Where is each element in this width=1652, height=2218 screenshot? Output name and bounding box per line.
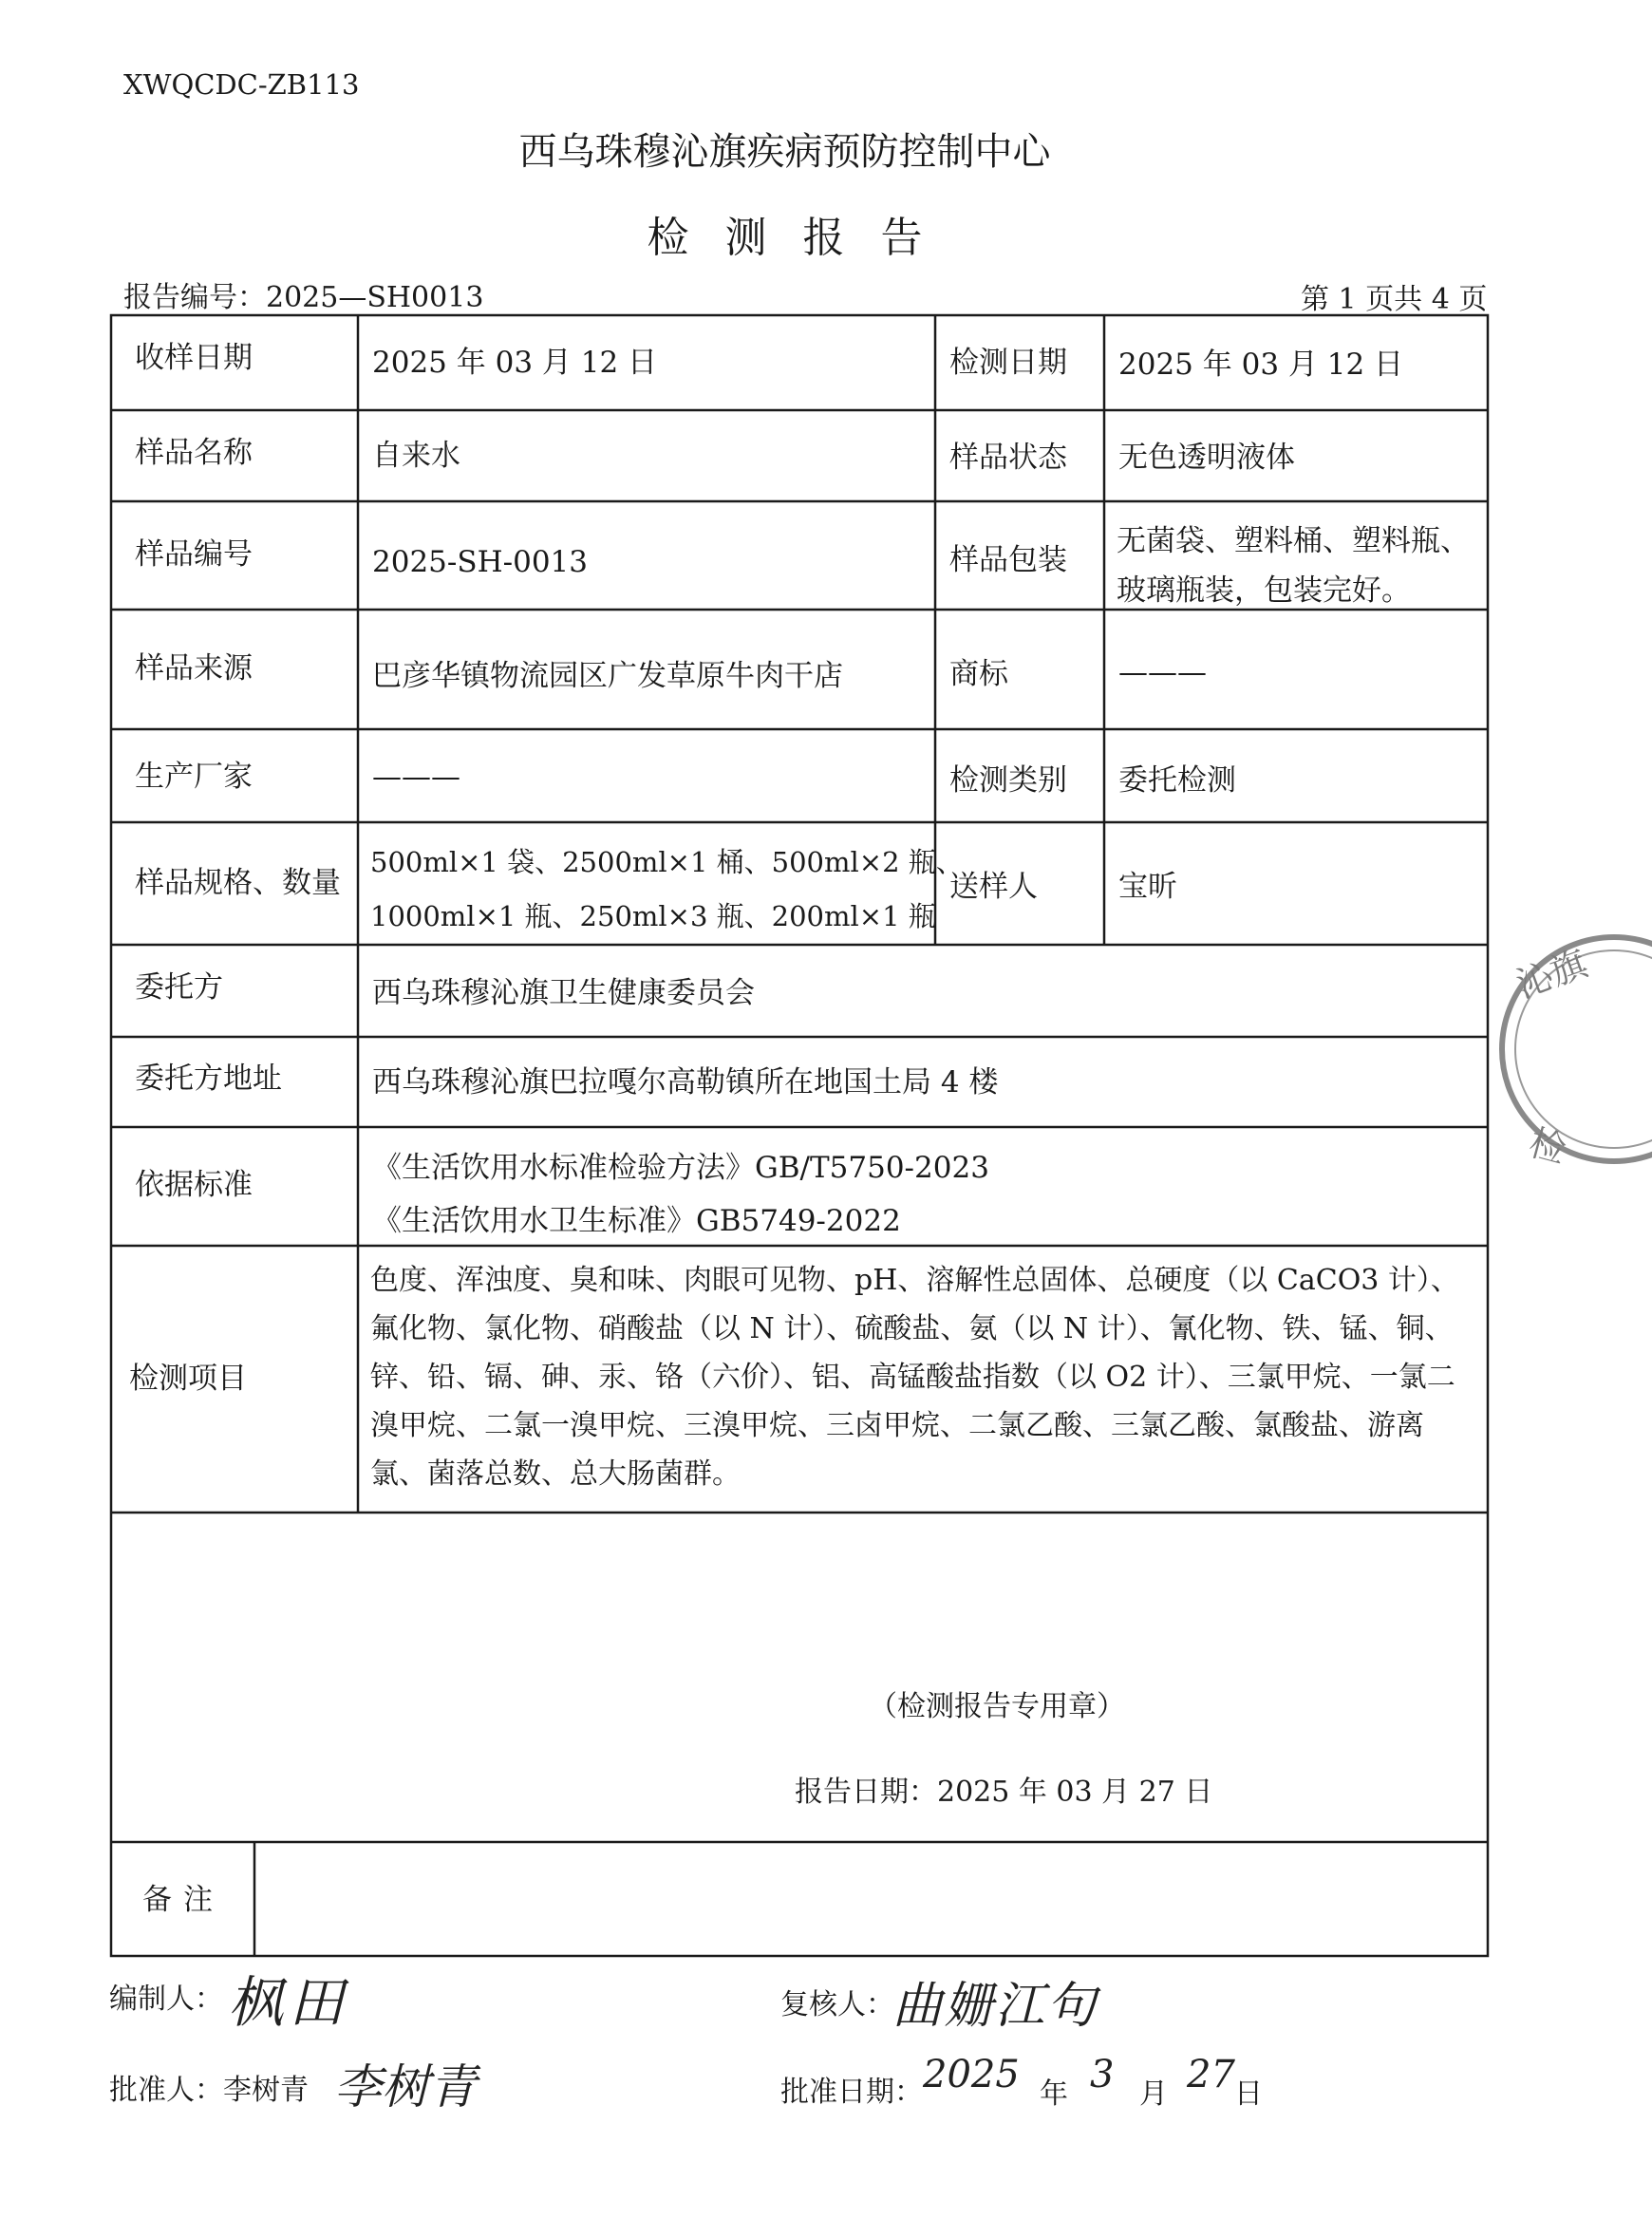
test-items-label: 检测项目 (129, 1362, 247, 1396)
sender-value: 宝昕 (1118, 870, 1177, 904)
sample-source-value: 巴彦华镇物流园区广发草原牛肉干店 (372, 659, 843, 693)
svg-text:检: 检 (1525, 1121, 1571, 1172)
approve-month-char: 月 (1139, 2077, 1168, 2111)
standard-label: 依据标准 (135, 1168, 253, 1202)
trademark-label: 商标 (949, 657, 1008, 691)
compiler-signature: 枫田 (228, 1970, 350, 2035)
standard-line-2: 《生活饮用水卫生标准》GB5749-2022 (372, 1204, 901, 1238)
packaging-label: 样品包装 (949, 543, 1067, 577)
sample-state-label: 样品状态 (949, 441, 1067, 475)
official-seal (1500, 912, 1652, 1196)
manufacturer-label: 生产厂家 (135, 760, 253, 794)
sample-state-value: 无色透明液体 (1118, 441, 1295, 475)
remark-label: 备注 (142, 1883, 224, 1917)
spec-line-1: 500ml×1 袋、2500ml×1 桶、500ml×2 瓶、 (370, 846, 964, 878)
sample-name-value: 自来水 (372, 439, 460, 473)
compiler-label: 编制人： (109, 1983, 223, 2016)
approve-year: 2025 (923, 2053, 1020, 2096)
approve-month: 3 (1090, 2053, 1115, 2096)
manufacturer-value: ——— (372, 760, 460, 794)
organization-name: 西乌珠穆沁旗疾病预防控制中心 (518, 130, 1051, 174)
packaging-line-2: 玻璃瓶装，包装完好。 (1117, 573, 1411, 608)
document-code: XWQCDC-ZB113 (123, 68, 360, 101)
approver-signature: 李树青 (334, 2059, 477, 2115)
reviewer-signature: 曲姗江句 (892, 1978, 1098, 2035)
approve-day: 27 (1187, 2053, 1235, 2096)
client-address-value: 西乌珠穆沁旗巴拉嘎尔高勒镇所在地国土局 4 楼 (372, 1065, 999, 1100)
test-items-value: 色度、浑浊度、臭和味、肉眼可见物、pH、溶解性总固体、总硬度（以 CaCO3 计）、氟化物、氯化物、硝酸盐（以 N 计）、硫酸盐、氨（以 N 计）、氰化物、铁、锰、铜、锌、铅、镉、砷、汞、铬（六价）、铝、高锰酸盐指数（以 O2 计）、三氯甲烷、一氯二溴甲烷、二氯一溴甲烷、三溴甲烷、三卤甲烷、二氯乙酸、三氯乙酸、氯酸盐、游离氯、菌落总数、总大肠菌群。 (370, 1264, 1459, 1491)
stamp-note: （检测报告专用章） (869, 1690, 1125, 1723)
spec-line-2: 1000ml×1 瓶、250ml×3 瓶、200ml×1 瓶 (370, 900, 936, 932)
collect-date-label: 收样日期 (135, 341, 253, 375)
sample-number-label: 样品编号 (135, 537, 253, 572)
report-number-label: 报告编号： (123, 281, 266, 314)
approver-name: 李树青 (223, 2074, 309, 2107)
test-date-label: 检测日期 (949, 346, 1067, 380)
reviewer-label: 复核人： (780, 1988, 894, 2021)
approver-label-text: 批准人： (109, 2074, 223, 2107)
collect-date-value: 2025 年 03 月 12 日 (372, 346, 658, 380)
client-address-label: 委托方地址 (135, 1062, 282, 1096)
sender-label: 送样人 (949, 870, 1038, 904)
standard-line-1: 《生活饮用水标准检验方法》GB/T5750-2023 (372, 1151, 989, 1185)
report-title: 检测报告 (647, 214, 959, 262)
sample-number-value: 2025-SH-0013 (372, 545, 589, 579)
approve-date-label: 批准日期： (780, 2076, 923, 2109)
sample-name-label: 样品名称 (135, 436, 253, 470)
client-label: 委托方 (135, 970, 223, 1005)
sample-source-label: 样品来源 (135, 651, 253, 686)
report-date: 报告日期：2025 年 03 月 27 日 (795, 1776, 1213, 1809)
test-type-value: 委托检测 (1118, 763, 1236, 798)
approve-year-char: 年 (1040, 2077, 1068, 2111)
approver-label (109, 2066, 309, 2108)
trademark-value: ——— (1118, 655, 1207, 689)
test-date-value: 2025 年 03 月 12 日 (1118, 348, 1404, 382)
report-number-value: 2025—SH0013 (266, 281, 484, 314)
svg-text:沁旗: 沁旗 (1511, 942, 1593, 1006)
page-info: 第 1 页共 4 页 (1301, 283, 1488, 316)
spec-quantity-label: 样品规格、数量 (135, 866, 341, 900)
approve-day-char: 日 (1234, 2077, 1263, 2111)
test-type-label: 检测类别 (949, 763, 1067, 798)
client-value: 西乌珠穆沁旗卫生健康委员会 (372, 976, 755, 1010)
packaging-line-1: 无菌袋、塑料桶、塑料瓶、 (1117, 524, 1470, 558)
